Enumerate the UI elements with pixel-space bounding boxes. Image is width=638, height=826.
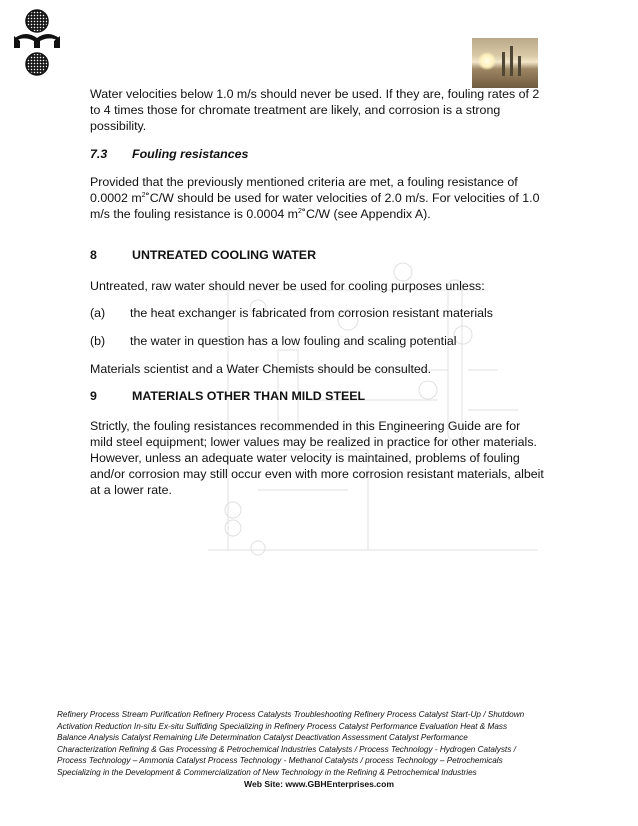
paragraph-low-velocity: Water velocities below 1.0 m/s should never be used. If they are, fouling rates of 2 to 4 times those for chromate treatment are likely, and corrosion is a strong possibility. (90, 87, 540, 133)
list-item-text: the water in question has a low fouling and scaling potential (130, 334, 457, 348)
section-title: Fouling resistances (132, 147, 249, 161)
footer-line: Balance Analysis Catalyst Remaining Life Determination Catalyst Deactivation Assessment Catalyst Performance (57, 733, 468, 743)
footer-line: Process Technology – Ammonia Catalyst Process Technology - Methanol Catalysts / process Technology – Petrochemicals (57, 756, 503, 766)
list-item (90, 306, 493, 320)
section-title: MATERIALS OTHER THAN MILD STEEL (132, 389, 366, 403)
section-number: 9 (90, 389, 97, 403)
section-number: 7.3 (90, 147, 108, 161)
section-title: UNTREATED COOLING WATER (132, 248, 317, 262)
refinery-sunset-photo (472, 38, 538, 88)
footer-line: Characterization Refining & Gas Processing & Petrochemical Industries Catalysts / Process Technology - Hydrogen Catalysts / (57, 744, 516, 754)
footer-line: Activation Reduction In-situ Ex-situ Sulfiding Specializing in Refinery Process Catalyst Performance Evaluation Heat & Mass (57, 721, 508, 731)
superscript-squared: 2 (141, 191, 146, 199)
paragraph-materials: Strictly, the fouling resistances recommended in this Engineering Guide are for mild steel equipment; lower values may be realized in practice for other materials. However, unless an adequate water velocity is maintained, problems of fouling and/or corrosion may still occur even with more corrosion resistant materials, albeit at a lower rate. (90, 419, 544, 497)
gbh-logo-icon (12, 8, 62, 78)
list-item-label: (b) (90, 334, 106, 348)
paragraph-consult: Materials scientist and a Water Chemists should be consulted. (90, 362, 432, 376)
process-flow-watermark (108, 250, 553, 570)
paragraph-untreated-water: Untreated, raw water should never be used for cooling purposes unless: (90, 279, 485, 293)
list-item (90, 334, 457, 348)
section-heading-fouling-resistances (90, 147, 248, 161)
fouling-text-part-1: Provided that the previously mentioned criteria are met, a fouling resistance of 0.0002 m (90, 175, 518, 205)
superscript-squared: 2 (298, 207, 302, 215)
paragraph-fouling-resistance (90, 174, 544, 222)
section-number: 8 (90, 248, 97, 262)
fouling-text-part-3: ˚C/W (see Appendix A). (301, 207, 431, 221)
footer-services (57, 709, 545, 779)
list-item-label: (a) (90, 306, 106, 320)
footer-line: Specializing in the Development & Commercialization of New Technology in the Refining & Petrochemical Industries (57, 767, 477, 777)
footer-line: Refinery Process Stream Purification Refinery Process Catalysts Troubleshooting Refinery Process Catalyst Start-Up / Shutdown (57, 710, 525, 719)
section-heading-materials (90, 389, 365, 403)
fouling-text-part-2: ˚C/W should be used for water velocities of 2.0 m/s. For velocities of 1.0 m/s the fouling resistance is 0.0004 m (90, 191, 540, 221)
section-heading-untreated-cooling-water (90, 248, 316, 262)
footer-website: Web Site: www.GBHEnterprises.com (244, 779, 394, 789)
list-item-text: the heat exchanger is fabricated from corrosion resistant materials (130, 306, 493, 320)
